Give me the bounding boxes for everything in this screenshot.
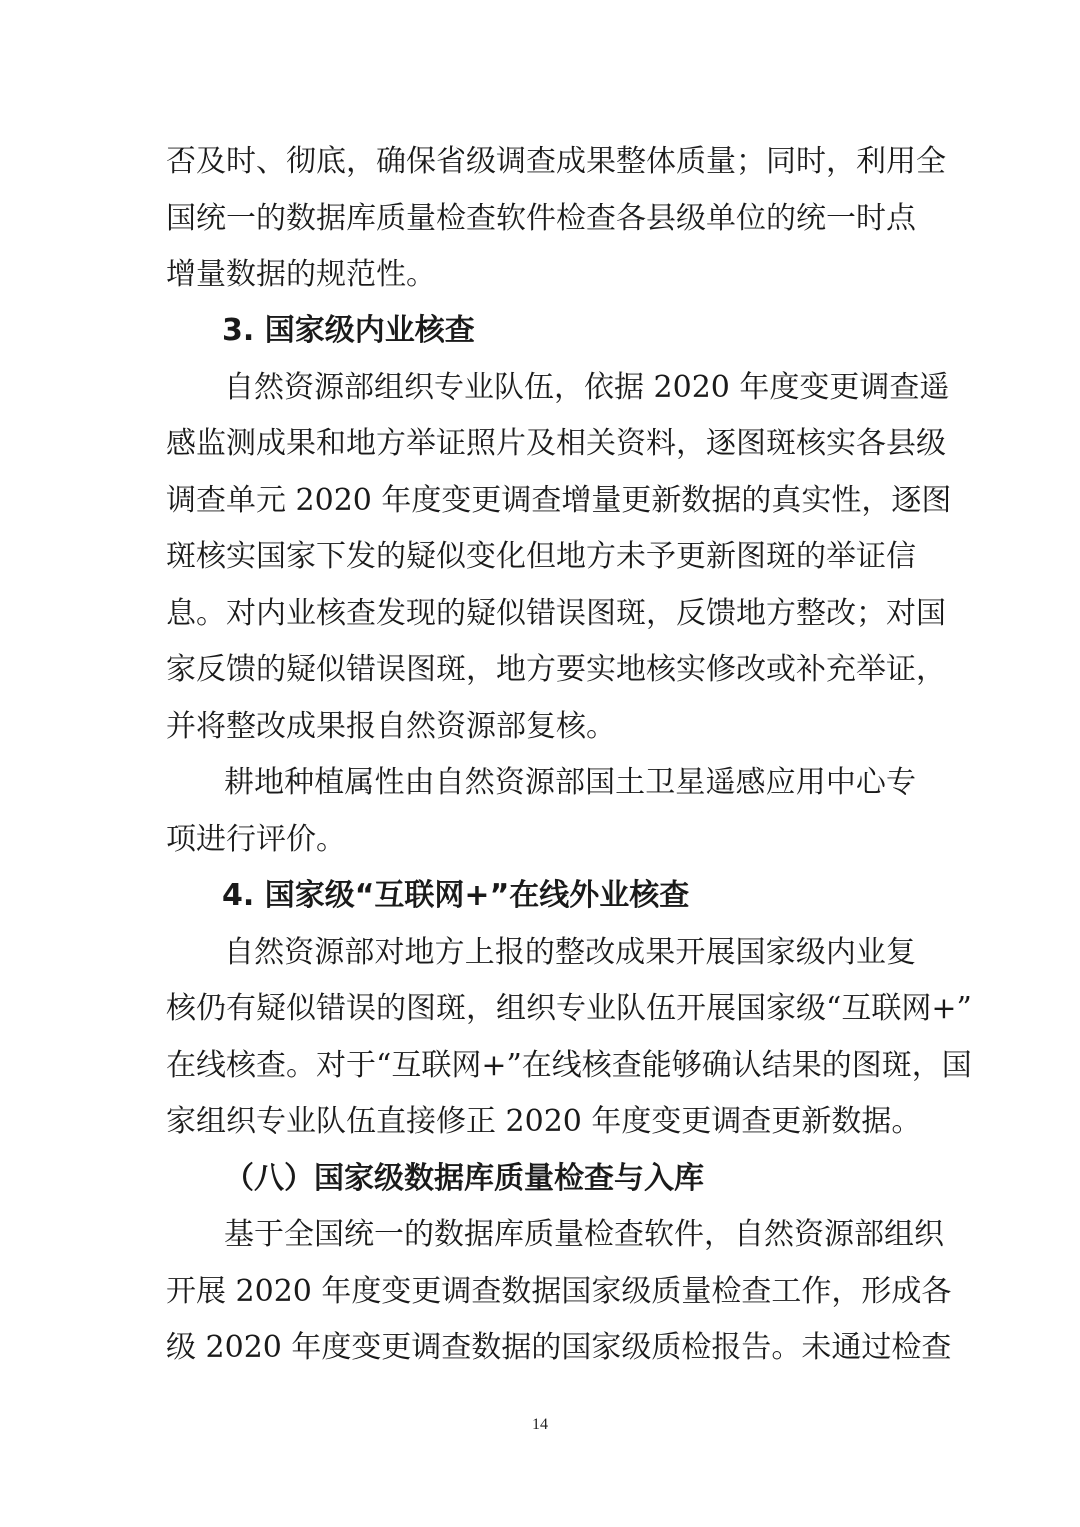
body-line: 并将整改成果报自然资源部复核。: [166, 709, 616, 744]
body-line: 核仍有疑似错误的图斑，组织专业队伍开展国家级“互联网+”: [166, 991, 972, 1026]
body-line: 项进行评价。: [166, 822, 346, 857]
body-line: 感监测成果和地方举证照片及相关资料，逐图斑核实各县级: [166, 426, 946, 461]
body-line: 开展 2020 年度变更调查数据国家级质量检查工作，形成各: [166, 1274, 952, 1309]
section-heading: 4. 国家级“互联网+”在线外业核查: [222, 878, 690, 913]
section-heading: （八）国家级数据库质量检查与入库: [224, 1161, 704, 1196]
body-line: 国统一的数据库质量检查软件检查各县级单位的统一时点: [166, 201, 916, 236]
body-line: 调查单元 2020 年度变更调查增量更新数据的真实性，逐图: [166, 483, 952, 518]
section-heading: 3. 国家级内业核查: [222, 313, 475, 348]
body-line: 耕地种植属性由自然资源部国土卫星遥感应用中心专: [224, 765, 916, 800]
body-line: 家反馈的疑似错误图斑，地方要实地核实修改或补充举证，: [166, 652, 946, 687]
page-number: 14: [532, 1416, 548, 1433]
body-line: 基于全国统一的数据库质量检查软件，自然资源部组织: [224, 1217, 944, 1252]
body-line: 级 2020 年度变更调查数据的国家级质检报告。未通过检查: [166, 1330, 952, 1365]
body-line: 在线核查。对于“互联网+”在线核查能够确认结果的图斑，国: [166, 1048, 972, 1083]
body-line: 斑核实国家下发的疑似变化但地方未予更新图斑的举证信: [166, 539, 916, 574]
body-line: 自然资源部组织专业队伍，依据 2020 年度变更调查遥: [224, 370, 950, 405]
body-line: 息。对内业核查发现的疑似错误图斑，反馈地方整改；对国: [166, 596, 946, 631]
body-line: 否及时、彻底，确保省级调查成果整体质量；同时，利用全: [166, 144, 946, 179]
body-line: 家组织专业队伍直接修正 2020 年度变更调查更新数据。: [166, 1104, 922, 1139]
body-line: 自然资源部对地方上报的整改成果开展国家级内业复: [224, 935, 916, 970]
body-line: 增量数据的规范性。: [166, 257, 436, 292]
